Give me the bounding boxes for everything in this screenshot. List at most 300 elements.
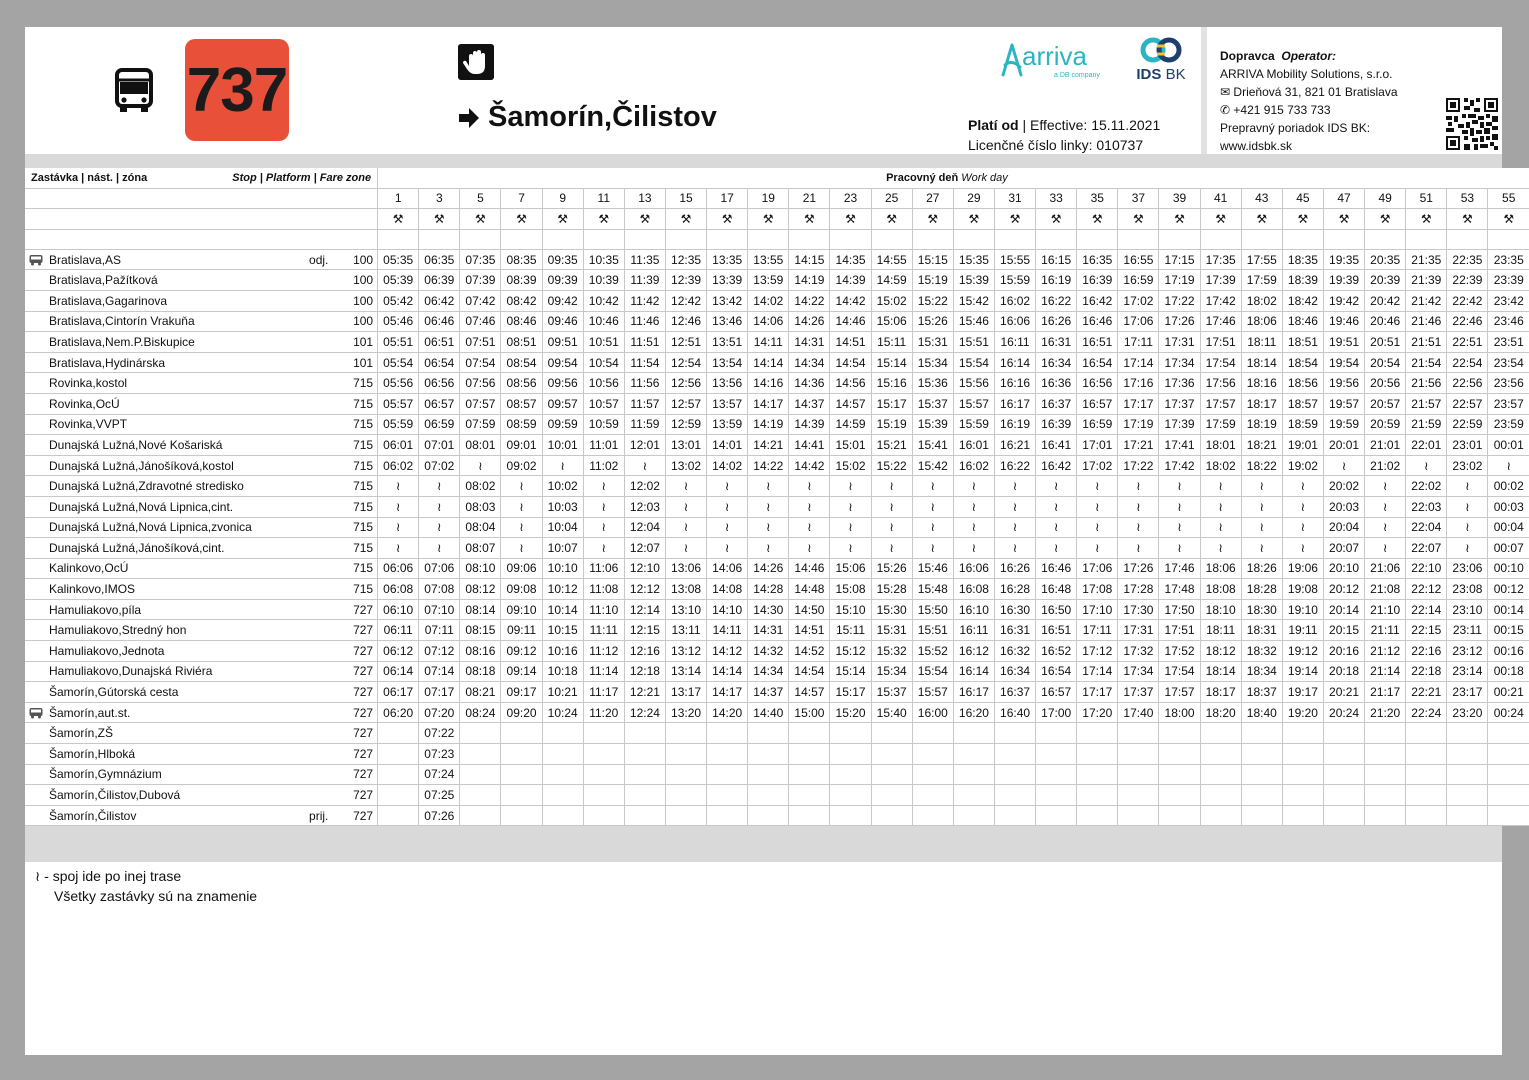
skip-cell: ≀ <box>1447 538 1488 559</box>
departure-time: 23:01 <box>1447 435 1488 456</box>
departure-time: 18:17 <box>1241 393 1282 414</box>
departure-time <box>707 805 748 826</box>
trip-number: 19 <box>748 188 789 209</box>
departure-time: 16:28 <box>994 579 1035 600</box>
departure-time <box>1200 785 1241 806</box>
departure-time: 14:20 <box>707 702 748 723</box>
spacer-cell <box>1036 229 1077 249</box>
departure-time: 14:26 <box>789 311 830 332</box>
departure-time <box>583 764 624 785</box>
departure-time: 21:59 <box>1406 414 1447 435</box>
departure-time: 21:02 <box>1365 455 1406 476</box>
departure-time: 15:01 <box>830 435 871 456</box>
departure-time: 20:54 <box>1365 352 1406 373</box>
stop-flag <box>304 702 334 723</box>
departure-time: 16:12 <box>953 641 994 662</box>
departure-time: 23:35 <box>1488 249 1529 270</box>
departure-time: 23:10 <box>1447 599 1488 620</box>
departure-time: 06:35 <box>419 249 460 270</box>
departure-time: 15:34 <box>912 352 953 373</box>
departure-time: 11:39 <box>624 270 665 291</box>
departure-time: 17:40 <box>1118 702 1159 723</box>
departure-time: 08:03 <box>460 496 501 517</box>
departure-time <box>1323 764 1364 785</box>
departure-time: 14:46 <box>830 311 871 332</box>
departure-time: 14:28 <box>748 579 789 600</box>
stop-column-label-en: Stop | Platform | Fare zone <box>232 171 372 184</box>
departure-time <box>871 764 912 785</box>
departure-time: 15:42 <box>953 290 994 311</box>
departure-time <box>994 723 1035 744</box>
departure-time: 23:11 <box>1447 620 1488 641</box>
departure-time: 12:42 <box>665 290 706 311</box>
departure-time <box>501 785 542 806</box>
departure-time: 15:46 <box>953 311 994 332</box>
departure-time: 07:57 <box>460 393 501 414</box>
departure-time: 19:01 <box>1282 435 1323 456</box>
stop-row <box>25 744 1529 765</box>
departure-time: 18:17 <box>1200 682 1241 703</box>
departure-time: 07:35 <box>460 249 501 270</box>
departure-time: 16:19 <box>1036 270 1077 291</box>
departure-time: 21:46 <box>1406 311 1447 332</box>
departure-time: 15:08 <box>830 579 871 600</box>
trip-number: 5 <box>460 188 501 209</box>
departure-time: 09:46 <box>542 311 583 332</box>
skip-cell: ≀ <box>789 517 830 538</box>
departure-time: 14:54 <box>789 661 830 682</box>
departure-time: 20:14 <box>1323 599 1364 620</box>
departure-time: 16:41 <box>1036 435 1077 456</box>
departure-time <box>542 764 583 785</box>
trip-symbol-row-spacer <box>25 209 378 230</box>
departure-time: 11:08 <box>583 579 624 600</box>
spacer-cell <box>830 229 871 249</box>
skip-cell: ≀ <box>912 476 953 497</box>
skip-cell: ≀ <box>1200 476 1241 497</box>
departure-time <box>1036 744 1077 765</box>
stop-flag <box>304 785 334 806</box>
departure-time: 16:01 <box>953 435 994 456</box>
departure-time: 14:19 <box>748 414 789 435</box>
departure-time: 14:11 <box>707 620 748 641</box>
departure-time <box>378 805 419 826</box>
skip-cell: ≀ <box>707 496 748 517</box>
departure-time: 14:51 <box>830 332 871 353</box>
valid-from-label: Platí od <box>968 117 1019 133</box>
departure-time: 14:17 <box>748 393 789 414</box>
departure-time: 17:10 <box>1077 599 1118 620</box>
departure-time: 22:51 <box>1447 332 1488 353</box>
departure-time: 17:54 <box>1159 661 1200 682</box>
departure-time <box>789 805 830 826</box>
departure-time: 15:06 <box>830 558 871 579</box>
departure-time: 07:24 <box>419 764 460 785</box>
departure-time <box>1036 723 1077 744</box>
departure-time: 07:22 <box>419 723 460 744</box>
departure-time: 14:22 <box>748 455 789 476</box>
stop-flag <box>304 517 334 538</box>
departure-time <box>1159 723 1200 744</box>
departure-time: 23:59 <box>1488 414 1529 435</box>
departure-time: 08:12 <box>460 579 501 600</box>
departure-time: 16:17 <box>994 393 1035 414</box>
departure-time: 15:16 <box>871 373 912 394</box>
departure-time: 14:10 <box>707 599 748 620</box>
bus-station-icon <box>29 707 43 719</box>
spacer-cell <box>583 229 624 249</box>
stop-column-header <box>25 168 378 188</box>
departure-time <box>460 785 501 806</box>
departure-time: 08:15 <box>460 620 501 641</box>
departure-time: 18:02 <box>1241 290 1282 311</box>
departure-time: 16:46 <box>1077 311 1118 332</box>
trip-number: 39 <box>1159 188 1200 209</box>
timetable-grid <box>25 168 1529 826</box>
departure-time: 16:08 <box>953 579 994 600</box>
departure-time: 12:46 <box>665 311 706 332</box>
departure-time: 13:55 <box>748 249 789 270</box>
stop-row <box>25 352 1529 373</box>
departure-time: 17:20 <box>1077 702 1118 723</box>
skip-cell: ≀ <box>994 476 1035 497</box>
skip-cell: ≀ <box>707 538 748 559</box>
skip-cell: ≀ <box>1200 517 1241 538</box>
departure-time: 18:51 <box>1282 332 1323 353</box>
departure-time: 23:46 <box>1488 311 1529 332</box>
skip-cell: ≀ <box>1159 538 1200 559</box>
departure-time <box>1447 723 1488 744</box>
departure-time: 08:57 <box>501 393 542 414</box>
stop-row <box>25 290 1529 311</box>
departure-time: 14:14 <box>707 661 748 682</box>
departure-time <box>871 744 912 765</box>
departure-time: 19:35 <box>1323 249 1364 270</box>
departure-time: 05:54 <box>378 352 419 373</box>
departure-time: 23:51 <box>1488 332 1529 353</box>
skip-cell: ≀ <box>1241 476 1282 497</box>
departure-time: 14:51 <box>789 620 830 641</box>
operator-title: Dopravca <box>1220 49 1275 63</box>
departure-time <box>1241 764 1282 785</box>
departure-time <box>748 785 789 806</box>
trip-number: 49 <box>1365 188 1406 209</box>
departure-time: 19:59 <box>1323 414 1364 435</box>
departure-time: 12:24 <box>624 702 665 723</box>
departure-time <box>1488 764 1529 785</box>
stop-row <box>25 393 1529 414</box>
departure-time: 21:54 <box>1406 352 1447 373</box>
departure-time: 15:11 <box>830 620 871 641</box>
skip-cell: ≀ <box>789 496 830 517</box>
departure-time: 15:20 <box>830 702 871 723</box>
skip-cell: ≀ <box>1036 517 1077 538</box>
ids-bk-logo <box>1133 37 1189 93</box>
departure-time: 22:03 <box>1406 496 1447 517</box>
fare-zone: 727 <box>334 599 378 620</box>
departure-time: 08:35 <box>501 249 542 270</box>
departure-time: 00:03 <box>1488 496 1529 517</box>
departure-time: 07:54 <box>460 352 501 373</box>
departure-time <box>994 805 1035 826</box>
stop-row <box>25 517 1529 538</box>
departure-time: 17:50 <box>1159 599 1200 620</box>
departure-time: 13:08 <box>665 579 706 600</box>
departure-time: 14:36 <box>789 373 830 394</box>
skip-cell: ≀ <box>1200 496 1241 517</box>
departure-time <box>1488 723 1529 744</box>
departure-time: 13:57 <box>707 393 748 414</box>
departure-time: 15:56 <box>953 373 994 394</box>
table-spacer-row <box>25 229 1529 249</box>
departure-time: 14:50 <box>789 599 830 620</box>
departure-time: 12:12 <box>624 579 665 600</box>
departure-time: 09:10 <box>501 599 542 620</box>
departure-time: 07:11 <box>419 620 460 641</box>
departure-time <box>994 785 1035 806</box>
departure-time: 15:37 <box>912 393 953 414</box>
arriva-wordmark: arriva <box>1022 41 1088 71</box>
trip-number: 15 <box>665 188 706 209</box>
departure-time: 14:14 <box>748 352 789 373</box>
departure-time: 16:57 <box>1077 393 1118 414</box>
departure-time: 14:55 <box>871 249 912 270</box>
operator-phone: +421 915 733 733 <box>1233 103 1331 117</box>
departure-time <box>460 723 501 744</box>
departure-time: 17:46 <box>1200 311 1241 332</box>
departure-time: 10:01 <box>542 435 583 456</box>
departure-time: 08:04 <box>460 517 501 538</box>
departure-time: 18:31 <box>1241 620 1282 641</box>
departure-time <box>1200 805 1241 826</box>
departure-time: 14:08 <box>707 579 748 600</box>
workday-symbol: ⚒ <box>1447 209 1488 230</box>
departure-time: 23:17 <box>1447 682 1488 703</box>
departure-time <box>871 785 912 806</box>
departure-time: 15:40 <box>871 702 912 723</box>
operator-address: Drieňová 31, 821 01 Bratislava <box>1233 85 1398 99</box>
departure-time: 15:12 <box>830 641 871 662</box>
skip-cell: ≀ <box>460 455 501 476</box>
departure-time: 17:06 <box>1118 311 1159 332</box>
fare-zone: 100 <box>334 249 378 270</box>
departure-time <box>1447 805 1488 826</box>
departure-time: 15:30 <box>871 599 912 620</box>
departure-time: 22:35 <box>1447 249 1488 270</box>
departure-time: 17:06 <box>1077 558 1118 579</box>
skip-cell: ≀ <box>665 517 706 538</box>
operator-web-link[interactable]: www.idsbk.sk <box>1220 139 1293 153</box>
departure-time: 10:57 <box>583 393 624 414</box>
license-number: Licenčné číslo linky: 010737 <box>968 137 1144 153</box>
departure-time: 06:42 <box>419 290 460 311</box>
departure-time: 22:01 <box>1406 435 1447 456</box>
spacer-cell <box>912 229 953 249</box>
bus-station-icon <box>29 254 43 266</box>
fare-zone: 727 <box>334 785 378 806</box>
departure-time <box>1118 723 1159 744</box>
departure-time <box>953 723 994 744</box>
departure-time: 15:59 <box>994 270 1035 291</box>
skip-cell: ≀ <box>1159 496 1200 517</box>
fare-zone: 715 <box>334 414 378 435</box>
departure-time: 14:52 <box>789 641 830 662</box>
departure-time: 17:37 <box>1118 682 1159 703</box>
spacer-cell <box>1159 229 1200 249</box>
departure-time: 14:22 <box>789 290 830 311</box>
departure-time: 06:06 <box>378 558 419 579</box>
departure-time: 14:26 <box>748 558 789 579</box>
trip-number: 55 <box>1488 188 1529 209</box>
departure-time <box>953 805 994 826</box>
departure-time: 11:11 <box>583 620 624 641</box>
skip-cell: ≀ <box>419 538 460 559</box>
departure-time: 14:39 <box>830 270 871 291</box>
stop-name: Dunajská Lužná,Zdravotné stredisko <box>25 476 304 497</box>
departure-time <box>1447 785 1488 806</box>
skip-cell: ≀ <box>583 538 624 559</box>
departure-time <box>665 723 706 744</box>
departure-time: 10:03 <box>542 496 583 517</box>
departure-time: 08:42 <box>501 290 542 311</box>
departure-time: 15:06 <box>871 311 912 332</box>
departure-time: 10:07 <box>542 538 583 559</box>
departure-time: 00:12 <box>1488 579 1529 600</box>
departure-time: 16:30 <box>994 599 1035 620</box>
departure-time: 19:14 <box>1282 661 1323 682</box>
departure-time: 15:42 <box>912 455 953 476</box>
departure-time: 08:10 <box>460 558 501 579</box>
stop-name: Hamuliakovo,Dunajská Riviéra <box>25 661 304 682</box>
departure-time: 05:42 <box>378 290 419 311</box>
departure-time: 08:18 <box>460 661 501 682</box>
departure-time: 09:01 <box>501 435 542 456</box>
departure-time <box>460 764 501 785</box>
hand-stop-on-request-icon <box>458 44 494 80</box>
departure-time: 11:56 <box>624 373 665 394</box>
stop-flag <box>304 311 334 332</box>
stop-flag <box>304 373 334 394</box>
fare-zone: 100 <box>334 311 378 332</box>
trip-number: 45 <box>1282 188 1323 209</box>
departure-time: 10:15 <box>542 620 583 641</box>
departure-time: 07:59 <box>460 414 501 435</box>
trip-number: 21 <box>789 188 830 209</box>
departure-time: 15:22 <box>871 455 912 476</box>
skip-cell: ≀ <box>1159 517 1200 538</box>
skip-cell: ≀ <box>748 538 789 559</box>
departure-time: 17:56 <box>1200 373 1241 394</box>
departure-time: 21:39 <box>1406 270 1447 291</box>
departure-time: 18:37 <box>1241 682 1282 703</box>
departure-time: 20:03 <box>1323 496 1364 517</box>
departure-time: 18:08 <box>1200 579 1241 600</box>
departure-time <box>1200 744 1241 765</box>
departure-time <box>542 723 583 744</box>
departure-time: 11:14 <box>583 661 624 682</box>
departure-time <box>1406 805 1447 826</box>
operator-info <box>1220 47 1398 155</box>
stop-row <box>25 558 1529 579</box>
departure-time: 15:21 <box>871 435 912 456</box>
workday-symbol: ⚒ <box>1406 209 1447 230</box>
departure-time: 14:41 <box>789 435 830 456</box>
skip-cell: ≀ <box>1406 455 1447 476</box>
timetable-notes <box>25 862 1502 1055</box>
departure-time: 17:02 <box>1077 455 1118 476</box>
trip-number: 35 <box>1077 188 1118 209</box>
skip-cell: ≀ <box>871 517 912 538</box>
trip-number: 29 <box>953 188 994 209</box>
departure-time: 15:28 <box>871 579 912 600</box>
departure-time: 18:11 <box>1200 620 1241 641</box>
departure-time: 16:11 <box>953 620 994 641</box>
departure-time <box>1159 744 1200 765</box>
departure-time: 10:02 <box>542 476 583 497</box>
departure-time: 22:39 <box>1447 270 1488 291</box>
departure-time <box>665 785 706 806</box>
stop-flag <box>304 682 334 703</box>
departure-time: 16:42 <box>1036 455 1077 476</box>
departure-time: 15:14 <box>871 352 912 373</box>
departure-time <box>378 723 419 744</box>
departure-time: 12:02 <box>624 476 665 497</box>
departure-time: 16:15 <box>1036 249 1077 270</box>
departure-time: 19:20 <box>1282 702 1323 723</box>
departure-time: 20:46 <box>1365 311 1406 332</box>
departure-time: 23:39 <box>1488 270 1529 291</box>
stop-row <box>25 332 1529 353</box>
fare-zone: 715 <box>334 538 378 559</box>
departure-time: 18:20 <box>1200 702 1241 723</box>
qr-code[interactable] <box>1446 98 1498 150</box>
skip-cell: ≀ <box>1118 517 1159 538</box>
stop-row <box>25 702 1529 723</box>
departure-time: 15:19 <box>871 414 912 435</box>
departure-time: 15:26 <box>871 558 912 579</box>
departure-time: 10:16 <box>542 641 583 662</box>
departure-time: 16:22 <box>994 455 1035 476</box>
stop-row <box>25 476 1529 497</box>
spacer-cell <box>748 229 789 249</box>
departure-time: 19:06 <box>1282 558 1323 579</box>
spacer-cell <box>25 229 378 249</box>
departure-time: 12:39 <box>665 270 706 291</box>
fare-zone: 727 <box>334 661 378 682</box>
workday-symbol: ⚒ <box>378 209 419 230</box>
fare-zone: 101 <box>334 332 378 353</box>
departure-time <box>789 764 830 785</box>
departure-time: 09:39 <box>542 270 583 291</box>
departure-time: 17:28 <box>1118 579 1159 600</box>
departure-time: 07:01 <box>419 435 460 456</box>
departure-time: 23:57 <box>1488 393 1529 414</box>
stop-flag <box>304 558 334 579</box>
departure-time: 16:26 <box>1036 311 1077 332</box>
stop-flag <box>304 579 334 600</box>
departure-time: 07:46 <box>460 311 501 332</box>
trip-symbol-row <box>25 209 1529 230</box>
skip-cell: ≀ <box>830 496 871 517</box>
departure-time: 17:35 <box>1200 249 1241 270</box>
validity-info <box>968 115 1160 155</box>
departure-time: 08:54 <box>501 352 542 373</box>
skip-cell: ≀ <box>1118 476 1159 497</box>
departure-time: 06:11 <box>378 620 419 641</box>
departure-time: 08:14 <box>460 599 501 620</box>
departure-time: 21:11 <box>1365 620 1406 641</box>
departure-time: 18:10 <box>1200 599 1241 620</box>
